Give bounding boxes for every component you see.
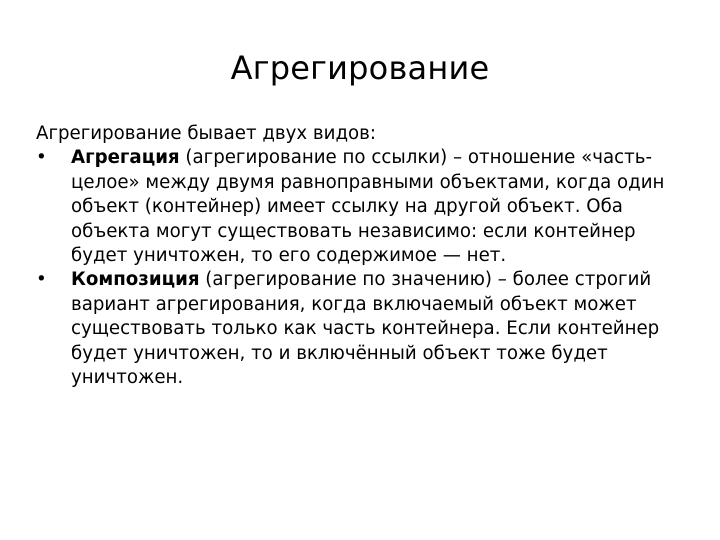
bullet-list — [36, 146, 696, 390]
intro-text: Агрегирование бывает двух видов: — [36, 123, 377, 144]
bullet-text-aggregation: (агрегирование по ссылки) – отношение «часть-целое» между двумя равноправными объектами, когда один объект (контейнер) имеет ссылку на другой объект. Оба объекта могут существовать независимо: если контейнер будет уничтожен, то его содержимое — нет. — [71, 147, 665, 267]
bullet-item-composition — [36, 268, 696, 390]
slide-title: Агрегирование — [230, 49, 490, 87]
bullet-marker: • — [36, 147, 47, 169]
bullet-marker: • — [36, 269, 47, 291]
term-aggregation: Агрегация — [71, 147, 180, 169]
bullet-text-composition: (агрегирование по значению) – более строгий вариант агрегирования, когда включаемый объект может существовать только как часть контейнера. Если контейнер будет уничтожен, то и включённый объект тоже будет уничтожен. — [71, 269, 660, 389]
term-composition: Композиция — [71, 269, 200, 291]
bullet-item-aggregation — [36, 146, 696, 268]
slide-content — [36, 122, 696, 390]
